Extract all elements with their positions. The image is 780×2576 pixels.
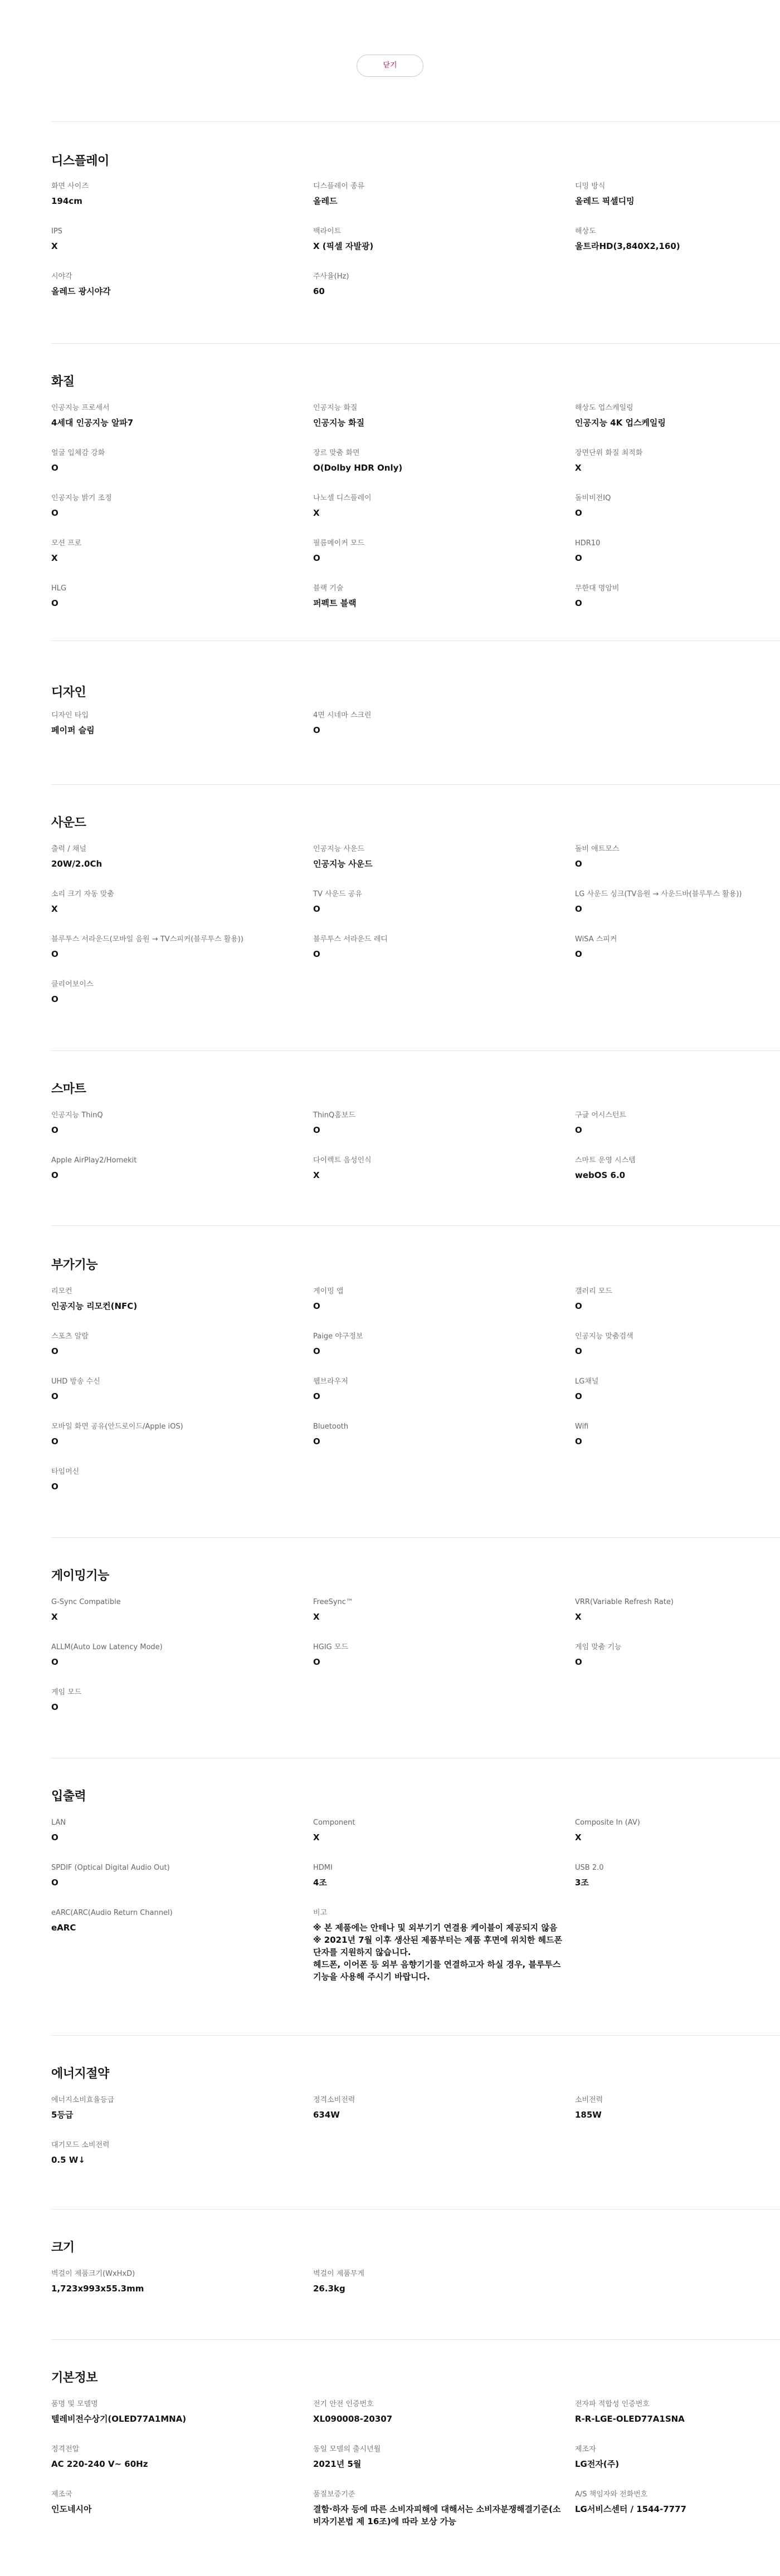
- spec-value: O: [575, 1436, 582, 1446]
- close-area: [0, 55, 780, 77]
- spec-item: [575, 448, 780, 474]
- spec-value: O: [575, 1125, 582, 1135]
- spec-label: HLG: [51, 584, 67, 593]
- spec-value: 페이퍼 슬림: [51, 725, 95, 735]
- spec-label: 인공지능 ThinQ: [51, 1111, 103, 1120]
- spec-item: [313, 2445, 558, 2470]
- spec-label: 게임 맞춤 기능: [575, 1643, 622, 1651]
- spec-label: HDMI: [313, 1864, 333, 1872]
- spec-value: O: [313, 1346, 320, 1356]
- spec-label: 소비전력: [575, 2096, 603, 2104]
- spec-label: 대기모드 소비전력: [51, 2141, 110, 2149]
- divider: [51, 2339, 780, 2340]
- spec-label: 에너지소비효율등급: [51, 2096, 115, 2104]
- spec-item: [575, 1287, 780, 1312]
- spec-label: 제조국: [51, 2490, 72, 2499]
- divider: [51, 2035, 780, 2036]
- spec-label: LAN: [51, 1819, 66, 1827]
- section-title: 부가기능: [51, 1258, 98, 1272]
- spec-item: [51, 889, 296, 915]
- spec-value: O: [51, 598, 58, 608]
- spec-label: 리모컨: [51, 1287, 72, 1296]
- spec-item: [313, 2269, 558, 2295]
- spec-item: [313, 539, 558, 564]
- section-title: 디스플레이: [51, 154, 109, 168]
- spec-label: Apple AirPlay2/Homekit: [51, 1156, 137, 1165]
- spec-item: [51, 1818, 296, 1844]
- spec-value: O: [51, 1391, 58, 1401]
- spec-item: [575, 1156, 780, 1181]
- spec-item: [51, 1111, 296, 1136]
- divider: [51, 2209, 780, 2210]
- spec-item: [575, 493, 780, 519]
- spec-item: [575, 889, 780, 915]
- spec-label: 타임머신: [51, 1468, 80, 1476]
- section-title: 스마트: [51, 1082, 86, 1096]
- spec-value: AC 220-240 V~ 60Hz: [51, 2459, 148, 2469]
- spec-value: R-R-LGE-OLED77A1SNA: [575, 2414, 685, 2424]
- spec-label: FreeSync™: [313, 1598, 353, 1606]
- spec-item: [51, 711, 296, 736]
- spec-item: [51, 935, 296, 960]
- spec-label: 4면 시네마 스크린: [313, 711, 372, 720]
- spec-item: [51, 272, 296, 297]
- spec-label: LG채널: [575, 1377, 599, 1386]
- spec-label: ALLM(Auto Low Latency Mode): [51, 1643, 163, 1651]
- spec-item: [313, 1111, 558, 1136]
- section-size: [51, 2238, 780, 2294]
- spec-label: 비고: [313, 1909, 328, 1917]
- spec-label: 모션 프로: [51, 539, 82, 548]
- spec-item: [51, 227, 296, 252]
- spec-value: O: [313, 949, 320, 959]
- spec-item: [313, 1156, 558, 1181]
- spec-label: 스마트 운영 시스템: [575, 1156, 636, 1165]
- spec-label: 해상도 업스케일링: [575, 404, 633, 412]
- spec-label: HGIG 모드: [313, 1643, 349, 1651]
- spec-value: O: [575, 1301, 582, 1311]
- spec-value: 인공지능 리모컨(NFC): [51, 1301, 138, 1311]
- divider: [51, 1225, 780, 1226]
- spec-value: O: [313, 725, 320, 735]
- spec-label: G-Sync Compatible: [51, 1598, 121, 1606]
- spec-label: 품질보증기준: [313, 2490, 355, 2499]
- spec-value: 올레드 픽셀디밍: [575, 196, 635, 206]
- section-title: 사운드: [51, 816, 86, 830]
- spec-label: 소리 크기 자동 맞춤: [51, 890, 114, 898]
- spec-item: [51, 980, 296, 1005]
- spec-item: [575, 1422, 780, 1448]
- section-display: [51, 151, 780, 296]
- spec-item: [51, 1467, 296, 1493]
- spec-value: O: [51, 994, 58, 1004]
- spec-value: O: [51, 463, 58, 473]
- spec-value: 194cm: [51, 196, 82, 206]
- spec-item: [51, 584, 296, 609]
- spec-item: [575, 182, 780, 207]
- spec-item: [51, 1287, 296, 1312]
- spec-item: [575, 1818, 780, 1844]
- spec-label: 디스플레이 종류: [313, 182, 365, 190]
- spec-value: webOS 6.0: [575, 1170, 626, 1180]
- spec-item: [575, 935, 780, 960]
- spec-label: 인공지능 프로세서: [51, 404, 110, 412]
- spec-label: 품명 및 모델명: [51, 2400, 98, 2408]
- spec-label: USB 2.0: [575, 1864, 604, 1872]
- spec-item: [313, 1908, 564, 1983]
- spec-label: 벽걸이 제품무게: [313, 2270, 365, 2278]
- spec-value: O: [51, 1125, 58, 1135]
- spec-item: [313, 1377, 558, 1402]
- divider: [51, 784, 780, 785]
- spec-value: O: [575, 553, 582, 563]
- divider: [51, 121, 780, 122]
- divider: [51, 1050, 780, 1051]
- spec-label: Component: [313, 1819, 355, 1827]
- spec-item: [575, 1332, 780, 1357]
- spec-label: 무한대 명암비: [575, 584, 620, 593]
- spec-value: O: [313, 1657, 320, 1667]
- section-title: 게이밍기능: [51, 1569, 109, 1583]
- spec-value: X: [313, 1832, 320, 1842]
- spec-value: O: [51, 1170, 58, 1180]
- spec-item: [313, 272, 558, 297]
- spec-label: IPS: [51, 227, 62, 236]
- divider: [51, 1537, 780, 1538]
- spec-label: 동일 모델의 출시년월: [313, 2445, 381, 2453]
- spec-label: SPDIF (Optical Digital Audio Out): [51, 1864, 170, 1872]
- spec-item: [313, 1287, 558, 1312]
- spec-value: X: [51, 241, 58, 251]
- spec-value: 올레드 광시야각: [51, 286, 111, 296]
- spec-item: [51, 844, 296, 870]
- section-title: 입출력: [51, 1790, 86, 1803]
- spec-item: [313, 935, 558, 960]
- spec-label: 돌비비전IQ: [575, 494, 611, 502]
- spec-value: LG전자(주): [575, 2459, 620, 2469]
- spec-value: X: [51, 904, 58, 914]
- spec-label: 인공지능 밝기 조정: [51, 494, 112, 502]
- spec-value: 올레드: [313, 196, 338, 206]
- spec-value: O: [313, 1436, 320, 1446]
- spec-value: O: [313, 904, 320, 914]
- spec-label: Paige 야구정보: [313, 1332, 363, 1341]
- spec-label: 돌비 애트모스: [575, 845, 620, 853]
- spec-value: 634W: [313, 2110, 340, 2120]
- spec-value: 인공지능 화질: [313, 418, 365, 428]
- spec-item: [313, 1422, 558, 1448]
- spec-label: 필름메이커 모드: [313, 539, 365, 548]
- spec-item: [51, 1597, 296, 1623]
- spec-label: 블루투스 서라운드(모바일 음원 → TV스피커(블루투스 활용)): [51, 935, 243, 944]
- spec-value: O: [575, 949, 582, 959]
- section-extra: [51, 1255, 780, 1492]
- spec-value: O: [51, 508, 58, 518]
- spec-value: O: [313, 553, 320, 563]
- spec-label: 블루투스 서라운드 레디: [313, 935, 388, 944]
- spec-item: [575, 1111, 780, 1136]
- spec-label: 주사율(Hz): [313, 272, 349, 281]
- spec-label: VRR(Variable Refresh Rate): [575, 1598, 674, 1606]
- spec-item: [575, 584, 780, 609]
- spec-label: 정격소비전력: [313, 2096, 355, 2104]
- spec-item: [313, 2490, 564, 2528]
- spec-item: [313, 2095, 558, 2121]
- spec-value: 2021년 5월: [313, 2459, 362, 2469]
- spec-value: O: [51, 1482, 58, 1492]
- spec-item: [575, 403, 780, 429]
- spec-item: [575, 1597, 780, 1623]
- spec-item: [313, 1818, 558, 1844]
- spec-item: [575, 2399, 780, 2425]
- spec-item: [313, 1332, 558, 1357]
- spec-item: [313, 889, 558, 915]
- spec-item: [51, 2095, 296, 2121]
- spec-label: 인공지능 화질: [313, 404, 358, 412]
- section-design: [51, 683, 780, 735]
- spec-item: [51, 1643, 296, 1668]
- spec-item: [575, 2490, 780, 2515]
- spec-item: [51, 1156, 296, 1181]
- spec-value: 4세대 인공지능 알파7: [51, 418, 134, 428]
- spec-label: eARC(ARC(Audio Return Channel): [51, 1909, 173, 1917]
- spec-item: [575, 539, 780, 564]
- spec-value: X: [575, 1612, 582, 1622]
- spec-value: O: [313, 1125, 320, 1135]
- spec-label: LG 사운드 싱크(TV음원 → 사운드바(블루투스 활용)): [575, 890, 742, 898]
- spec-value: O: [313, 1301, 320, 1311]
- spec-label: Composite In (AV): [575, 1819, 640, 1827]
- spec-item: [575, 1863, 780, 1889]
- spec-item: [313, 1643, 558, 1668]
- spec-label: 모바일 화면 공유(안드로이드/Apple iOS): [51, 1423, 183, 1431]
- section-picture: [51, 372, 780, 608]
- spec-item: [51, 403, 296, 429]
- spec-value: O: [313, 1391, 320, 1401]
- spec-value: 울트라HD(3,840X2,160): [575, 241, 680, 251]
- spec-item: [51, 2140, 296, 2166]
- spec-label: 벽걸이 제품크기(WxHxD): [51, 2270, 135, 2278]
- spec-value: O(Dolby HDR Only): [313, 463, 403, 473]
- spec-item: [575, 844, 780, 870]
- spec-item: [51, 539, 296, 564]
- spec-value: 4조: [313, 1878, 327, 1888]
- spec-item: [313, 448, 558, 474]
- spec-value: 결함·하자 등에 따른 소비자피해에 대해서는 소비자분쟁해결기준(소비자기본법 제 16조)에 따라 보상 가능: [313, 2504, 561, 2526]
- spec-label: 인공지능 사운드: [313, 845, 365, 853]
- spec-value: O: [575, 1391, 582, 1401]
- section-sound: [51, 813, 780, 1004]
- spec-value: 3조: [575, 1878, 589, 1888]
- spec-value: 1,723x993x55.3mm: [51, 2284, 144, 2294]
- spec-value: XL090008-20307: [313, 2414, 393, 2424]
- section-title: 에너지절약: [51, 2067, 109, 2081]
- spec-value: 26.3kg: [313, 2284, 345, 2294]
- spec-value: 인공지능 사운드: [313, 859, 373, 869]
- spec-item: [51, 448, 296, 474]
- spec-value: X: [575, 463, 582, 473]
- section-title: 화질: [51, 375, 75, 389]
- section-title: 디자인: [51, 686, 86, 700]
- spec-label: 게이밍 앱: [313, 1287, 344, 1296]
- spec-label: 나노셀 디스플레이: [313, 494, 372, 502]
- spec-label: UHD 방송 수신: [51, 1377, 100, 1386]
- spec-label: 디자인 타입: [51, 711, 89, 720]
- spec-item: [51, 1332, 296, 1357]
- section-title: 크기: [51, 2241, 75, 2255]
- divider: [51, 343, 780, 344]
- section-basic: [51, 2368, 780, 2526]
- spec-item: [575, 2445, 780, 2470]
- spec-label: 화면 사이즈: [51, 182, 89, 190]
- spec-item: [313, 403, 558, 429]
- spec-value: O: [575, 1657, 582, 1667]
- section-io: [51, 1787, 780, 1982]
- spec-value: 퍼펙트 블랙: [313, 598, 357, 608]
- spec-value: O: [51, 1346, 58, 1356]
- spec-value: O: [575, 1346, 582, 1356]
- spec-label: 얼굴 입체감 강화: [51, 449, 105, 457]
- spec-value: LG서비스센터 / 1544-7777: [575, 2504, 686, 2514]
- spec-label: A/S 책임자와 전화번호: [575, 2490, 648, 2499]
- spec-item: [51, 2445, 296, 2470]
- spec-label: HDR10: [575, 539, 601, 548]
- spec-value: O: [575, 598, 582, 608]
- spec-value: 5등급: [51, 2110, 74, 2120]
- spec-item: [575, 2095, 780, 2121]
- spec-item: [51, 1377, 296, 1402]
- spec-value: X: [313, 508, 320, 518]
- spec-label: 시야각: [51, 272, 72, 281]
- spec-label: 정격전압: [51, 2445, 80, 2453]
- spec-value: eARC: [51, 1923, 76, 1933]
- section-energy: [51, 2064, 780, 2165]
- spec-label: 제조자: [575, 2445, 596, 2453]
- spec-item: [313, 1597, 558, 1623]
- spec-value: 60: [313, 286, 325, 296]
- spec-value: O: [51, 949, 58, 959]
- spec-item: [575, 227, 780, 252]
- spec-label: 다이렉트 음성인식: [313, 1156, 372, 1165]
- spec-value: O: [51, 1657, 58, 1667]
- spec-value: O: [575, 859, 582, 869]
- spec-value: X: [313, 1612, 320, 1622]
- spec-label: 웹브라우저: [313, 1377, 348, 1386]
- section-smart: [51, 1079, 780, 1180]
- spec-item: [51, 1422, 296, 1448]
- spec-label: 클리어보이스: [51, 980, 94, 989]
- spec-label: 디밍 방식: [575, 182, 606, 190]
- spec-item: [51, 2490, 296, 2515]
- spec-item: [51, 1863, 296, 1889]
- spec-item: [313, 584, 558, 609]
- spec-value: O: [575, 508, 582, 518]
- spec-label: Wifi: [575, 1423, 589, 1431]
- spec-item: [51, 2399, 296, 2425]
- spec-value: ※ 본 제품에는 안테나 및 외부기기 연결용 케이블이 제공되지 않음 ※ 2021년 7월 이후 생산된 제품부터는 제품 후면에 위치한 헤드폰 단자를 지원하지 않습니다. 헤드폰, 이어폰 등 외부 음향기기를 연결하고자 하실 경우, 블루투스 기능을 사용해 주시기 바랍니다.: [313, 1923, 563, 1982]
- spec-value: 인공지능 4K 업스케일링: [575, 418, 666, 428]
- spec-label: 스포츠 알람: [51, 1332, 89, 1341]
- spec-label: TV 사운드 공유: [313, 890, 362, 898]
- spec-value: O: [51, 1832, 58, 1842]
- spec-label: ThinQ홈보드: [313, 1111, 355, 1120]
- spec-value: X (픽셀 자발광): [313, 241, 374, 251]
- spec-label: 장면단위 화질 최적화: [575, 449, 643, 457]
- spec-value: 0.5 W↓: [51, 2155, 85, 2165]
- spec-item: [313, 711, 558, 736]
- spec-label: 구글 어시스턴트: [575, 1111, 627, 1120]
- spec-label: 인공지능 맞춤검색: [575, 1332, 633, 1341]
- spec-item: [51, 182, 296, 207]
- spec-item: [313, 182, 558, 207]
- spec-value: X: [51, 1612, 58, 1622]
- spec-label: Bluetooth: [313, 1423, 349, 1431]
- spec-label: 장르 맞춤 화면: [313, 449, 360, 457]
- spec-item: [313, 493, 558, 519]
- spec-value: O: [51, 1878, 58, 1888]
- spec-value: 185W: [575, 2110, 602, 2120]
- spec-value: O: [51, 1702, 58, 1712]
- section-title: 기본정보: [51, 2371, 98, 2385]
- spec-value: 20W/2.0Ch: [51, 859, 103, 869]
- spec-item: [313, 844, 558, 870]
- spec-item: [575, 1377, 780, 1402]
- spec-item: [51, 1688, 296, 1713]
- spec-label: 전자파 적합성 인증번호: [575, 2400, 650, 2408]
- spec-value: O: [575, 904, 582, 914]
- spec-value: X: [575, 1832, 582, 1842]
- close-button[interactable]: 닫기: [357, 55, 423, 77]
- spec-item: [51, 493, 296, 519]
- spec-item: [313, 227, 558, 252]
- section-gaming: [51, 1566, 780, 1712]
- spec-item: [313, 2399, 558, 2425]
- spec-value: 인도네시아: [51, 2504, 92, 2514]
- spec-label: 블랙 기술: [313, 584, 344, 593]
- spec-value: X: [51, 553, 58, 563]
- spec-label: 해상도: [575, 227, 596, 236]
- spec-value: 텔레비전수상기(OLED77A1MNA): [51, 2414, 187, 2424]
- spec-label: 전기 안전 인증번호: [313, 2400, 374, 2408]
- spec-value: X: [313, 1170, 320, 1180]
- spec-label: 출력 / 채널: [51, 845, 86, 853]
- spec-item: [51, 2269, 296, 2295]
- spec-label: 갤러리 모드: [575, 1287, 612, 1296]
- spec-item: [575, 1643, 780, 1668]
- spec-item: [51, 1908, 296, 1934]
- spec-value: O: [51, 1436, 58, 1446]
- spec-label: WiSA 스피커: [575, 935, 617, 944]
- spec-label: 게임 모드: [51, 1688, 82, 1697]
- spec-item: [313, 1863, 558, 1889]
- spec-label: 백라이트: [313, 227, 342, 236]
